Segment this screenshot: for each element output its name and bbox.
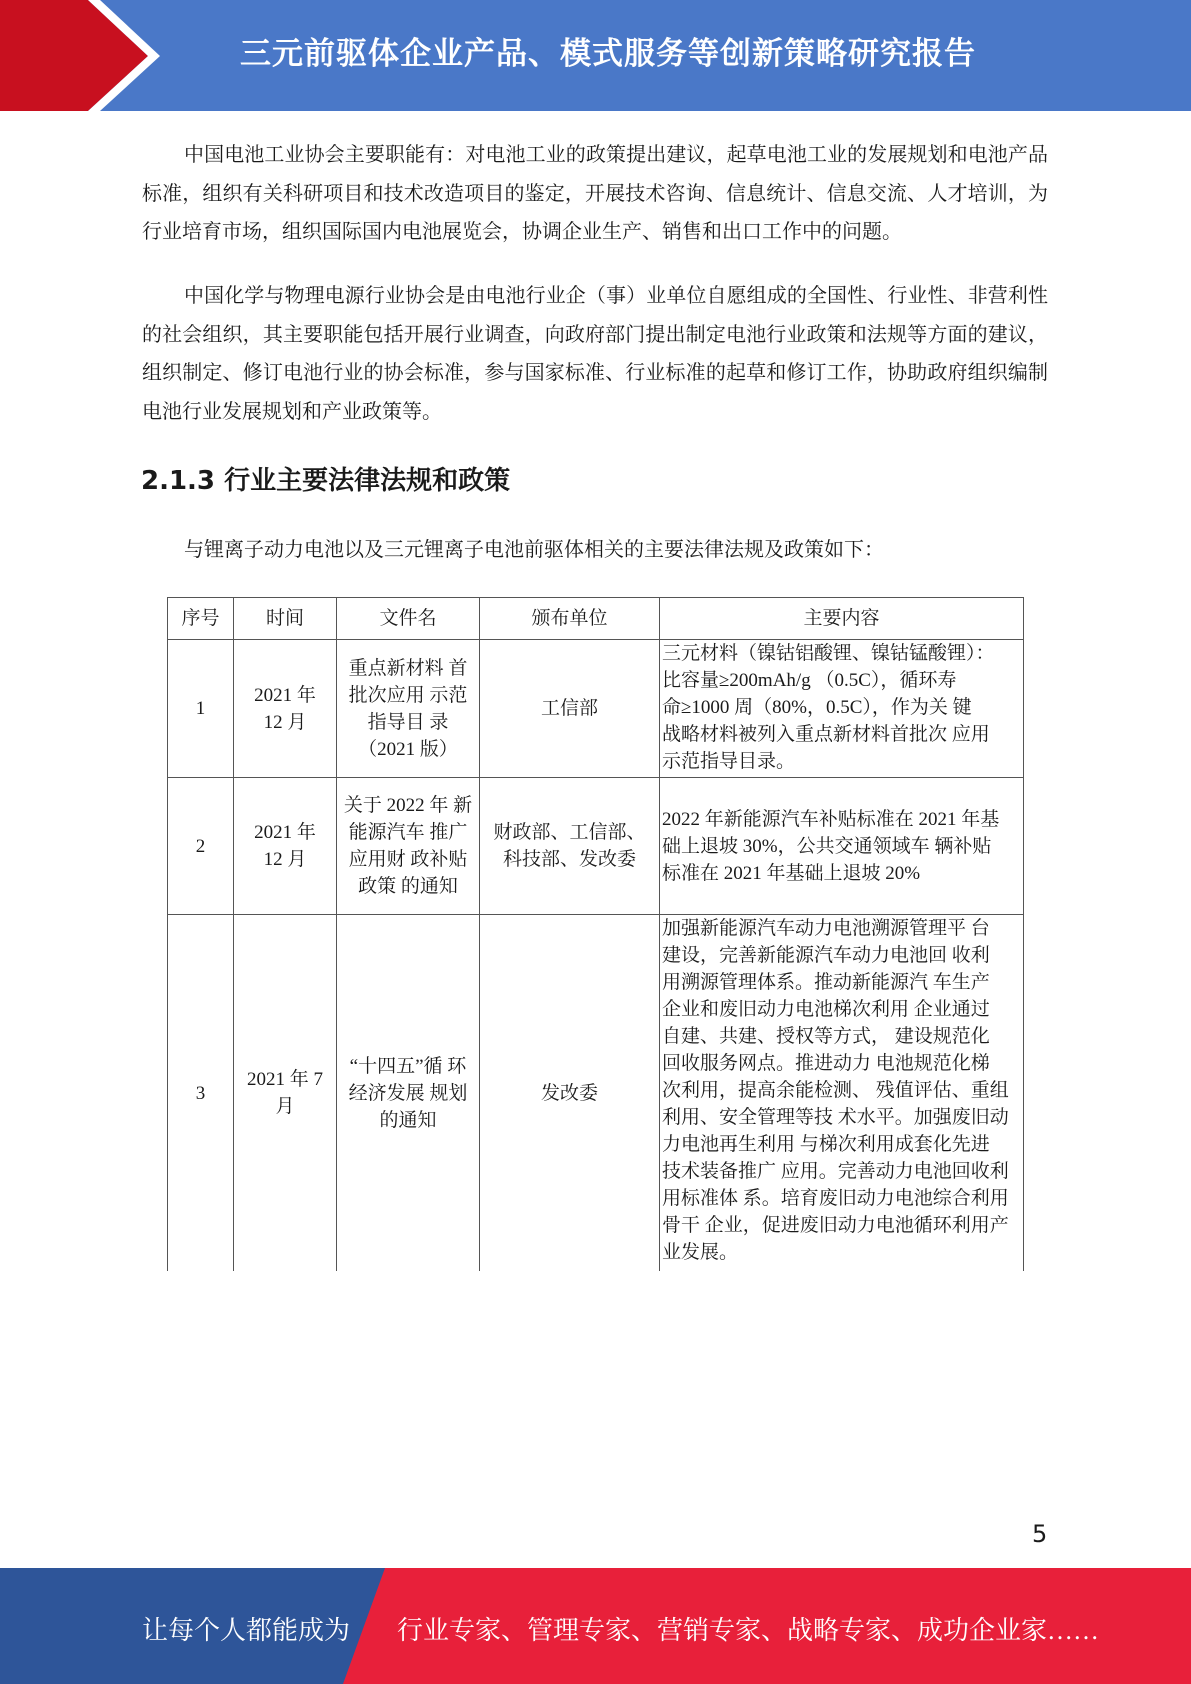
- header-title: 三元前驱体企业产品、模式服务等创新策略研究报告: [240, 36, 976, 72]
- table-cell-time: 2021 年 7 月: [246, 1069, 323, 1117]
- table-cell-issuer: 发改委: [540, 1082, 598, 1104]
- table-header-cell: 序号: [181, 607, 220, 629]
- table-cell-time: 2021 年 12 月: [254, 822, 316, 870]
- table-cell-no: 3: [195, 1082, 206, 1104]
- table-cell-doc: 关于 2022 年 新 能源汽车 推广 应用财 政补贴 政策 的通知: [343, 795, 473, 897]
- footer-slogan-left: 让每个人都能成为: [142, 1616, 351, 1645]
- table-header-cell: 文件名: [379, 607, 437, 629]
- section-heading: 2.1.3 行业主要法律法规和政策: [141, 466, 511, 496]
- footer-slogan-right: 行业专家、管理专家、营销专家、战略专家、成功企业家……: [397, 1616, 1100, 1645]
- page-header: [0, 0, 1191, 111]
- paragraph-battery-association: 中国电池工业协会主要职能有：对电池工业的政策提出建议，起草电池工业的发展规划和电池产品标准，组织有关科研项目和技术改造项目的鉴定，开展技术咨询、信息统计、信息交流、人才培训，为行业培育市场，组织国际国内电池展览会，协调企业生产、销售和出口工作中的问题。: [142, 144, 1048, 243]
- table-cell-no: 2: [195, 835, 206, 857]
- table-cell-content: 加强新能源汽车动力电池溯源管理平 台 建设，完善新能源汽车动力电池回 收利 用溯源管理体系。推动新能源汽 车生产 企业和废旧动力电池梯次利用 企业通过 自建、共建、授权等方式， 建设规范化 回收服务网点。推进动力 电池规范化梯 次利用，提高余能检测、 残值评估、重组 利用、安全管理等技 术水平。加强废旧动 力电池再生利用 与梯次利用成套化先进 技术装备推广 应用。完善动力电池回收利 用标准体 系。培育废旧动力电池综合利用 骨干 企业，促进废旧动力电池循环利用产 业发展。: [662, 918, 1009, 1263]
- table-cell-issuer: 财政部、工信部、 科技部、发改委: [493, 822, 646, 870]
- policy-table: [167, 597, 1024, 1271]
- table-intro: 与锂离子动力电池以及三元锂离子电池前驱体相关的主要法律法规及政策如下：: [184, 539, 884, 561]
- table-cell-doc: “十四五”循 环 经济发展 规划 的通知: [348, 1055, 468, 1131]
- page-footer: [0, 1568, 1191, 1684]
- table-cell-content: 2022 年新能源汽车补贴标准在 2021 年基 础上退坡 30%，公共交通领域车 辆补贴 标准在 2021 年基础上退坡 20%: [662, 808, 1000, 884]
- table-header-cell: 颁布单位: [531, 607, 608, 629]
- table-cell-content: 三元材料（镍钴铝酸锂、镍钴锰酸锂）： 比容量≥200mAh/g （0.5C），循环寿 命≥1000 周（80%，0.5C），作为关 键 战略材料被列入重点新材料首批次 应用 示范指导目录。: [662, 643, 995, 772]
- table-cell-issuer: 工信部: [540, 698, 598, 719]
- table-cell-no: 1: [195, 698, 206, 719]
- paragraph-power-source-association: 中国化学与物理电源行业协会是由电池行业企（事）业单位自愿组成的全国性、行业性、非营利性的社会组织，其主要职能包括开展行业调查，向政府部门提出制定电池行业政策和法规等方面的建议，组织制定、修订电池行业的协会标准，参与国家标准、行业标准的起草和修订工作，协助政府组织编制电池行业发展规划和产业政策等。: [142, 285, 1048, 423]
- table-header-cell: 时间: [265, 607, 304, 629]
- table-cell-time: 2021 年 12 月: [254, 684, 316, 733]
- table-cell-doc: 重点新材料 首 批次应用 示范 指导目 录 （2021 版）: [348, 657, 468, 760]
- page-number: 5: [1032, 1520, 1048, 1548]
- table-header-cell: 主要内容: [803, 607, 880, 629]
- table-column-line: [1023, 597, 1024, 1271]
